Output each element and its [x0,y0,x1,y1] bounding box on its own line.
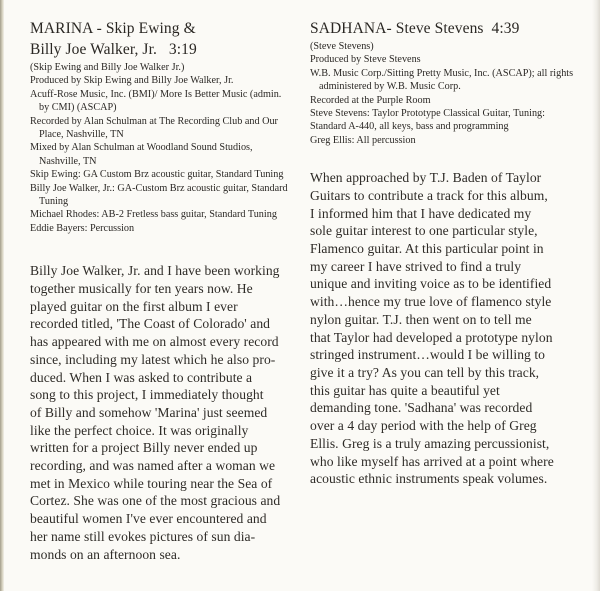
text-line: song to this project, I immediately thought [30,387,264,403]
credit-line: Skip Ewing: GA Custom Brz acoustic guitar, Standard Tuning [30,169,284,181]
track-marina-column [30,18,292,563]
track-title-line-1: MARINA - Skip Ewing & [30,20,196,37]
text-line: my career I have strived to find a truly [310,258,522,274]
credit-line: Standard A-440, all keys, bass and programming [310,121,509,133]
text-line: Flamenco guitar. At this particular point in [310,241,544,257]
text-line: stringed instrument…would I be willing to [310,347,546,363]
text-line: Guitars to contribute a track for this album, [310,187,548,203]
credit-line: (Steve Stevens) [310,41,374,52]
text-line: demanding tone. 'Sadhana' was recorded [310,400,533,416]
text-line: give it a try? As you can tell by this track, [310,364,540,380]
credit-line: Steve Stevens: Taylor Prototype Classical Guitar, Tuning: [310,108,545,120]
text-line: her name still evokes pictures of sun dia- [30,528,256,544]
track-title [310,18,585,39]
text-line: acoustic ethnic instruments speak volumes. [310,471,548,487]
track-title-line: SADHANA- Steve Stevens 4:39 [310,20,520,37]
credit-line: W.B. Music Corp./Sitting Pretty Music, Inc. (ASCAP); all rights administered by W.B. Music Corp. [310,67,574,93]
page-fold-edge [592,0,600,591]
credit-line: Produced by Steve Stevens [310,54,421,66]
credit-line: Acuff-Rose Music, Inc. (BMI)/ More Is Better Music (admin. by CMI) (ASCAP) [30,88,282,114]
text-line: recorded titled, 'The Coast of Colorado' and [30,316,271,332]
text-line: played guitar on the first album I ever [30,298,238,314]
text-line: like the perfect choice. It was originally [30,422,249,438]
text-line: When approached by T.J. Baden of Taylor [310,170,542,186]
text-line: who like myself has arrived at a point where [310,453,554,469]
text-line: recording, and was named after a woman we [30,458,276,474]
liner-note-paragraph [310,169,585,488]
text-line: I informed him that I have dedicated my [310,205,532,221]
credit-line: Recorded by Alan Schulman at The Recording Club and Our Place, Nashville, TN [30,115,278,141]
track-credits [30,61,292,235]
text-line: nylon guitar. T.J. then went on to tell me [310,311,532,327]
text-line: duced. When I was asked to contribute a [30,369,253,385]
text-line: has appeared with me on almost every record [30,334,279,350]
text-line: sole guitar interest to one particular style, [310,223,538,239]
text-line: Cortez. She was one of the most gracious and [30,493,281,509]
text-line: together musically for ten years now. He [30,280,253,296]
credit-line: Recorded at the Purple Room [310,94,431,106]
text-line: written for a project Billy never ended up [30,440,258,456]
text-line: unique and inviting voice as to be identified [310,276,552,292]
credit-line: Mixed by Alan Schulman at Woodland Sound Studios, Nashville, TN [30,142,253,167]
text-line: over a 4 day period with the help of Greg [310,418,537,434]
credit-line: Billy Joe Walker, Jr.: GA-Custom Brz acoustic guitar, Standard Tuning [30,182,288,208]
text-line: Billy Joe Walker, Jr. and I have been working [30,263,280,279]
credit-line: Eddie Bayers: Percussion [30,222,135,234]
track-title [30,18,292,60]
track-title-line-2: Billy Joe Walker, Jr. 3:19 [30,41,197,58]
text-line: monds on an afternoon sea. [30,546,181,562]
credit-line: Michael Rhodes: AB-2 Fretless bass guitar, Standard Tuning [30,209,277,221]
text-line: with…hence my true love of flamenco style [310,294,552,310]
track-sadhana-column [310,18,585,488]
text-line: of Billy and somehow 'Marina' just seemed [30,404,268,420]
liner-note-paragraph [30,262,292,563]
page-binding-edge [0,0,4,591]
track-credits [310,40,585,147]
text-line: met in Mexico while touring near the Sea of [30,475,273,491]
credit-line: (Skip Ewing and Billy Joe Walker Jr.) [30,62,185,73]
text-line: Ellis. Greg is a truly amazing percussionist, [310,435,550,451]
text-line: since, including my latest which he also pro- [30,351,276,367]
credit-line: Produced by Skip Ewing and Billy Joe Walker, Jr. [30,75,234,87]
credit-line: Greg Ellis: All percussion [310,134,416,146]
text-line: that Taylor had developed a prototype nylon [310,329,553,345]
text-line: this guitar has quite a beautiful yet [310,382,500,398]
text-line: beautiful women I've ever encountered and [30,511,267,527]
